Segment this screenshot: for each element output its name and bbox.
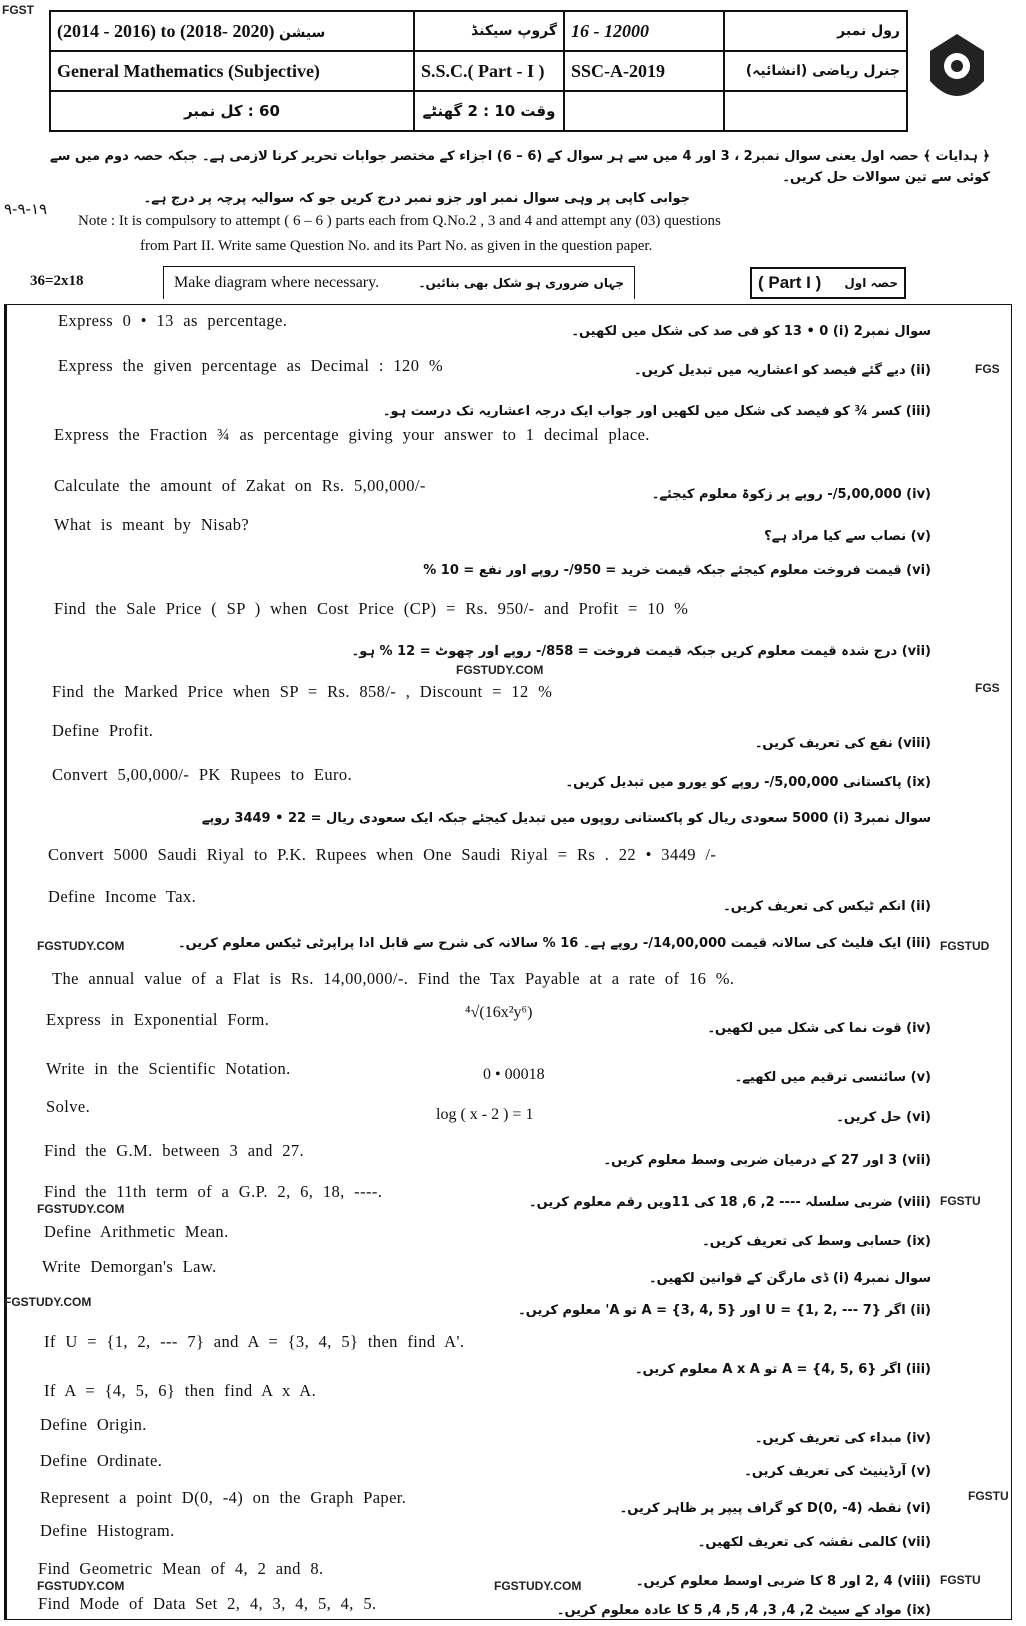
question-urdu: سوال نمبر2 (i) 13 • 0 کو فی صد کی شکل میں لکھیں۔	[571, 324, 931, 339]
watermark: FGSTUDY.COM	[37, 1202, 125, 1216]
watermark: FGS	[975, 681, 1000, 695]
board-logo-icon	[922, 31, 992, 111]
question-urdu: (iv) مبداء کی تعریف کریں۔	[754, 1431, 931, 1446]
watermark: FGSTUDY.COM	[456, 663, 544, 677]
question-urdu: (ix) پاکستانی 5,00,000/- روپے کو یورو میں تبدیل کریں۔	[565, 775, 931, 790]
question-english: Express the given percentage as Decimal : 120 %	[58, 356, 444, 375]
watermark: FGS	[975, 362, 1000, 376]
scientific-value: 0 • 00018	[483, 1066, 545, 1083]
question-english: Write in the Scientific Notation.	[46, 1059, 291, 1078]
part-label-urdu: حصہ اول	[844, 276, 898, 290]
question-urdu: (vii) کالمی نقشہ کی تعریف لکھیں۔	[697, 1535, 931, 1550]
question-urdu: (iv) قوت نما کی شکل میں لکھیں۔	[707, 1021, 931, 1036]
diagram-note-box	[163, 266, 635, 299]
question-urdu: (iii) ایک فلیٹ کی سالانہ قیمت 14,00,000/- روپے ہے۔ 16 % سالانہ کی شرح سے قابل ادا پراپرٹی ٹیکس معلوم کریں۔	[177, 936, 931, 951]
question-english: Solve.	[46, 1097, 91, 1116]
question-urdu: (vii) 3 اور 27 کے درمیان ضربی وسط معلوم کریں۔	[603, 1153, 931, 1168]
total-marks: 60 : کل نمبر	[50, 91, 414, 131]
roll-hint: 16 - 12000	[564, 11, 724, 51]
question-urdu: (viii) نفع کی تعریف کریں۔	[754, 736, 931, 751]
question-english: Define Profit.	[52, 721, 154, 740]
watermark: FGSTUD	[940, 939, 990, 953]
question-urdu: (viii) ضربی سلسلہ ---- 2, 6, 18 کی 11ویں رقم معلوم کریں۔	[529, 1195, 931, 1210]
question-urdu: (ii) اگر U = {1, 2, --- 7} اور A = {3, 4, 5} تو A' معلوم کریں۔	[518, 1303, 931, 1318]
question-english: Express 0 • 13 as percentage.	[58, 311, 288, 330]
question-english: Find Mode of Data Set 2, 4, 3, 4, 5, 4, 5.	[38, 1594, 377, 1613]
subject-ur: جنرل ریاضی (انشائیہ)	[724, 51, 907, 91]
class-label: S.S.C.( Part - I )	[414, 51, 564, 91]
question-urdu: سوال نمبر4 (i) ڈی مارگن کے قوانین لکھیں۔	[649, 1271, 931, 1286]
question-english: Convert 5000 Saudi Riyal to P.K. Rupees when One Saudi Riyal = Rs . 22 • 3449 /-	[48, 845, 717, 864]
handwritten-date: ۹-۹-۱۹	[4, 200, 48, 218]
question-english: Find the Marked Price when SP = Rs. 858/- , Discount = 12 %	[52, 682, 553, 701]
roll-label: رول نمبر	[724, 11, 907, 51]
question-english: The annual value of a Flat is Rs. 14,00,000/-. Find the Tax Payable at a rate of 16 %.	[52, 969, 735, 988]
question-urdu: (v) سائنسی ترقیم میں لکھیے۔	[734, 1070, 931, 1085]
part-header-row	[30, 263, 990, 299]
empty-cell	[724, 91, 907, 131]
instructions-urdu-2: جوابی کاپی پر وہی سوال نمبر اور جزو نمبر درج کریں جو کہ سوالیہ پرچہ پر درج ہے۔	[143, 191, 690, 206]
question-urdu: (viii) 2, 4 اور 8 کا ضربی اوسط معلوم کریں۔	[635, 1574, 931, 1589]
question-english: Find the 11th term of a G.P. 2, 6, 18, ----.	[44, 1182, 383, 1201]
group-cell: گروپ سیکنڈ	[414, 11, 564, 51]
question-english: What is meant by Nisab?	[54, 515, 250, 534]
question-urdu: (vi) قیمت فروخت معلوم کیجئے جبکہ قیمت خرید = 950/- روپے اور نفع = 10 %	[423, 563, 931, 578]
question-urdu: (vi) نقطہ D(0, -4) کو گراف پیپر پر ظاہر کریں۔	[619, 1501, 931, 1516]
question-english: Define Income Tax.	[48, 887, 197, 906]
question-english: Convert 5,00,000/- PK Rupees to Euro.	[52, 765, 353, 784]
question-urdu: (iii) کسر ¾ کو فیصد کی شکل میں لکھیں اور جواب ایک درجہ اعشاریہ تک درست ہو۔	[382, 404, 931, 419]
question-english: Define Histogram.	[40, 1521, 175, 1540]
note-line-1: Note : It is compulsory to attempt ( 6 – 6 ) parts each from Q.No.2 , 3 and 4 and attempt any (03) questions	[78, 213, 721, 229]
instructions-urdu-1: ﴿ ہدایات ﴾ حصہ اول یعنی سوال نمبر2 ، 3 اور 4 میں سے ہر سوال کے (6 – 6) اجزاء کے مختصر جوابات تحریر کرنا لازمی ہے۔ جبکہ حصہ دوم میں سے کوئی سے تین سوالات حل کریں۔	[50, 149, 990, 185]
diagram-note: Make diagram where necessary.	[174, 274, 380, 291]
diagram-note-urdu: جہاں ضروری ہو شکل بھی بنائیں۔	[418, 276, 624, 290]
question-english: Represent a point D(0, -4) on the Graph Paper.	[40, 1488, 407, 1507]
question-english: Find the G.M. between 3 and 27.	[44, 1141, 305, 1160]
paper-code: SSC-A-2019	[564, 51, 724, 91]
part-label-box	[750, 267, 906, 299]
question-english: If A = {4, 5, 6} then find A x A.	[44, 1381, 317, 1400]
question-english: Find Geometric Mean of 4, 2 and 8.	[38, 1559, 324, 1578]
question-urdu: (vii) درج شدہ قیمت معلوم کریں جبکہ قیمت فروخت = 858/- روپے اور چھوٹ = 12 % ہو۔	[351, 644, 931, 659]
question-english: If U = {1, 2, --- 7} and A = {3, 4, 5} then find A'.	[44, 1332, 465, 1351]
part-label: ( Part I )	[758, 273, 822, 292]
session-years: (2014 - 2016) to (2018- 2020)	[57, 20, 275, 41]
question-english: Write Demorgan's Law.	[42, 1257, 217, 1276]
question-english: Express in Exponential Form.	[46, 1010, 270, 1029]
question-english: Find the Sale Price ( SP ) when Cost Price (CP) = Rs. 950/- and Profit = 10 %	[54, 599, 689, 618]
part-marks: 36=2x18	[30, 272, 84, 289]
question-urdu: (ii) دیے گئے فیصد کو اعشاریہ میں تبدیل کریں۔	[633, 363, 931, 378]
session-cell	[50, 11, 414, 51]
watermark: FGSTUDY.COM	[494, 1579, 582, 1593]
question-urdu: (iii) اگر A = {4, 5, 6} تو A x A معلوم کریں۔	[635, 1362, 931, 1377]
watermark: FGSTUDY.COM	[37, 939, 125, 953]
watermark: FGSTUDY.COM	[4, 1295, 92, 1309]
watermark: FGSTU	[940, 1573, 981, 1587]
instructions-section	[30, 146, 990, 299]
question-english: Define Ordinate.	[40, 1451, 163, 1470]
empty-cell	[564, 91, 724, 131]
question-english: Calculate the amount of Zakat on Rs. 5,00,000/-	[54, 476, 426, 495]
question-urdu: (vi) حل کریں۔	[836, 1110, 931, 1125]
question-urdu: (ii) انکم ٹیکس کی تعریف کریں۔	[723, 899, 931, 914]
watermark: FGSTU	[968, 1489, 1009, 1503]
question-english: Define Origin.	[40, 1415, 147, 1434]
header-table	[49, 10, 908, 132]
subject-en: General Mathematics (Subjective)	[50, 51, 414, 91]
note-line-2: from Part II. Write same Question No. and its Part No. as given in the question paper.	[140, 238, 653, 254]
question-urdu: (iv) 5,00,000/- روپے پر زکوۃ معلوم کیجئے۔	[651, 487, 931, 502]
session-label: سیشن	[278, 24, 326, 41]
question-urdu: سوال نمبر3 (i) 5000 سعودی ریال کو پاکستانی روپوں میں تبدیل کیجئے جبکہ ایک سعودی ریال = 22 • 3449 روپے	[201, 811, 931, 826]
question-english: Define Arithmetic Mean.	[44, 1222, 229, 1241]
watermark: FGSTU	[940, 1194, 981, 1208]
exponential-expression: ⁴√(16x²y⁶)	[465, 1004, 533, 1021]
question-urdu: (ix) حسابی وسط کی تعریف کریں۔	[702, 1234, 931, 1249]
watermark: FGST	[2, 3, 34, 17]
question-urdu: (v) نصاب سے کیا مراد ہے؟	[764, 529, 931, 544]
watermark: FGSTUDY.COM	[37, 1579, 125, 1593]
time-allowed: وقت 10 : 2 گھنٹے	[414, 91, 564, 131]
log-equation: log ( x - 2 ) = 1	[436, 1106, 534, 1123]
question-english: Express the Fraction ¾ as percentage giving your answer to 1 decimal place.	[54, 425, 650, 444]
question-urdu: (ix) مواد کے سیٹ 2, 4, 3, 4, 5, 4, 5 کا عادہ معلوم کریں۔	[556, 1603, 931, 1618]
question-urdu: (v) آرڈینیٹ کی تعریف کریں۔	[744, 1464, 931, 1479]
